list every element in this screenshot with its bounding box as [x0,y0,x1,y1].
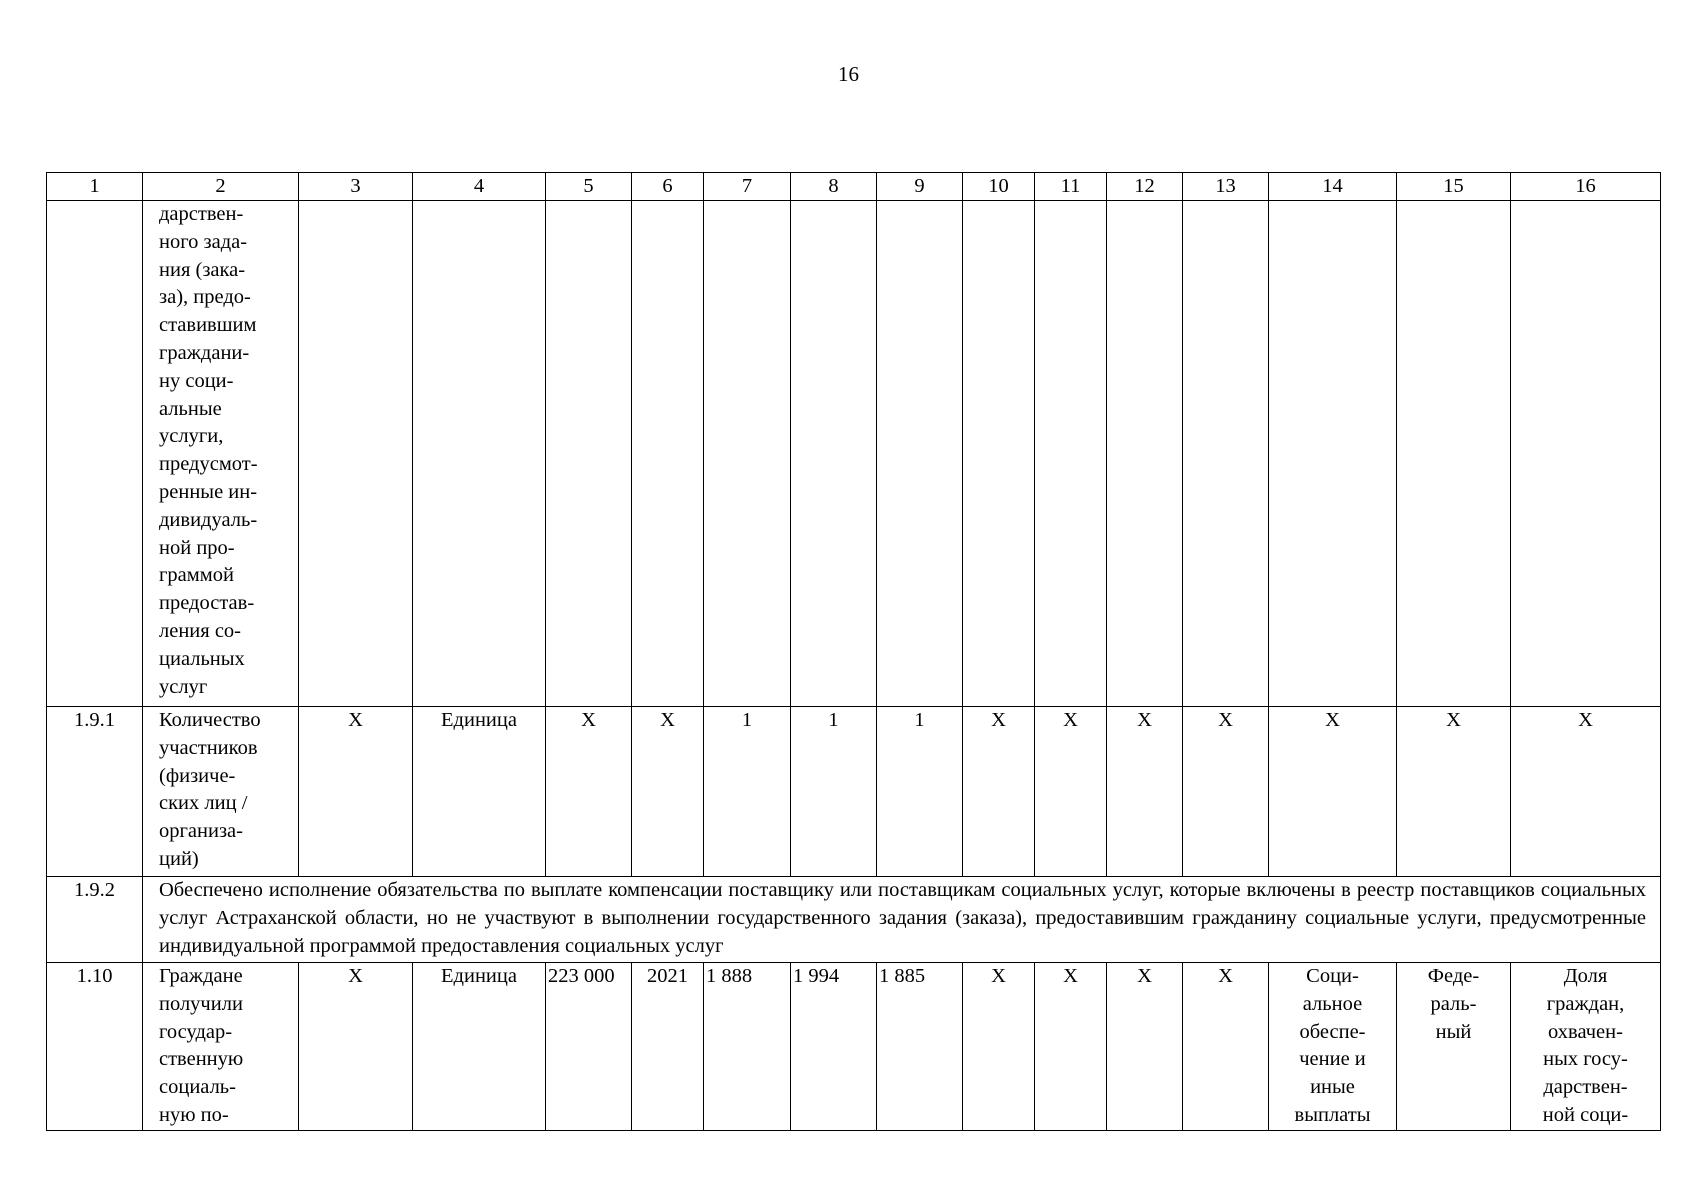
cell-unit: Единица [413,707,546,877]
cell-col-9: 1 [877,707,963,877]
cell-col-10: X [963,963,1035,1131]
table-row-1-9-2 [47,877,1661,963]
cell-col-13: X [1183,963,1269,1131]
cell-col-12: X [1107,963,1183,1131]
cell-col-3: X [299,963,413,1131]
column-header-2: 2 [143,173,299,201]
cell-empty [1107,201,1183,707]
cell-empty [1035,201,1107,707]
cell-col-3: X [299,707,413,877]
table-row-1-10 [47,963,1661,1131]
column-header-14: 14 [1269,173,1397,201]
cell-empty [632,201,704,707]
column-header-16: 16 [1511,173,1661,201]
cell-col-16: Доля граждан, охвачен- ных госу- дарствен- ной соци- [1511,963,1661,1131]
cell-col-6: 2021 [632,963,704,1131]
cell-code [47,201,143,707]
cell-merged-description: Обеспечено исполнение обязательства по выплате компенсации поставщику или поставщикам социальных услуг, которые включены в реестр поставщиков социальных услуг Астраханской области, но не участвуют в выполнении государственного задания (заказа), предоставившим гражданину социальные услуги, предусмотренные индивидуальной программой предоставления социальных услуг [143,877,1661,963]
cell-col-9: 1 885 [877,963,963,1131]
cell-empty [1397,201,1511,707]
cell-indicator-name: Граждане получили государ- ственную социаль- ную по- [143,963,299,1131]
cell-empty [704,201,791,707]
cell-code: 1.9.2 [47,877,143,963]
cell-indicator-name: дарствен- ного зада- ния (зака- за), предо- ставившим граждани- ну соци- альные услуги, предусмот- ренные ин- дивидуаль- ной про- граммой предостав- ления со- циальных услуг [143,201,299,707]
cell-col-7: 1 888 [704,963,791,1131]
cell-col-8: 1 994 [791,963,877,1131]
cell-col-5: X [546,707,632,877]
cell-col-13: X [1183,707,1269,877]
table-row-continuation [47,201,1661,707]
column-header-4: 4 [413,173,546,201]
table-row-1-9-1 [47,707,1661,877]
cell-empty [1511,201,1661,707]
cell-code: 1.10 [47,963,143,1131]
indicators-table [46,172,1661,1131]
cell-empty [963,201,1035,707]
column-header-5: 5 [546,173,632,201]
cell-empty [877,201,963,707]
column-number-header-row [47,173,1661,201]
column-header-8: 8 [791,173,877,201]
column-header-7: 7 [704,173,791,201]
cell-col-15: Феде- раль- ный [1397,963,1511,1131]
cell-indicator-name: Количество участников (физиче- ских лиц / организа- ций) [143,707,299,877]
column-header-10: 10 [963,173,1035,201]
cell-col-10: X [963,707,1035,877]
cell-col-15: X [1397,707,1511,877]
column-header-13: 13 [1183,173,1269,201]
cell-col-11: X [1035,707,1107,877]
cell-empty [1269,201,1397,707]
column-header-6: 6 [632,173,704,201]
cell-col-7: 1 [704,707,791,877]
column-header-11: 11 [1035,173,1107,201]
cell-col-5: 223 000 [546,963,632,1131]
cell-unit: Единица [413,963,546,1131]
cell-empty [791,201,877,707]
cell-empty [413,201,546,707]
cell-col-8: 1 [791,707,877,877]
cell-empty [546,201,632,707]
column-header-1: 1 [47,173,143,201]
column-header-12: 12 [1107,173,1183,201]
cell-col-14: Соци- альное обеспе- чение и иные выплаты [1269,963,1397,1131]
column-header-3: 3 [299,173,413,201]
cell-empty [299,201,413,707]
cell-col-11: X [1035,963,1107,1131]
cell-empty [1183,201,1269,707]
cell-col-12: X [1107,707,1183,877]
column-header-9: 9 [877,173,963,201]
column-header-15: 15 [1397,173,1511,201]
cell-col-14: X [1269,707,1397,877]
cell-col-16: X [1511,707,1661,877]
cell-code: 1.9.1 [47,707,143,877]
page-number: 16 [838,62,859,86]
cell-col-6: X [632,707,704,877]
